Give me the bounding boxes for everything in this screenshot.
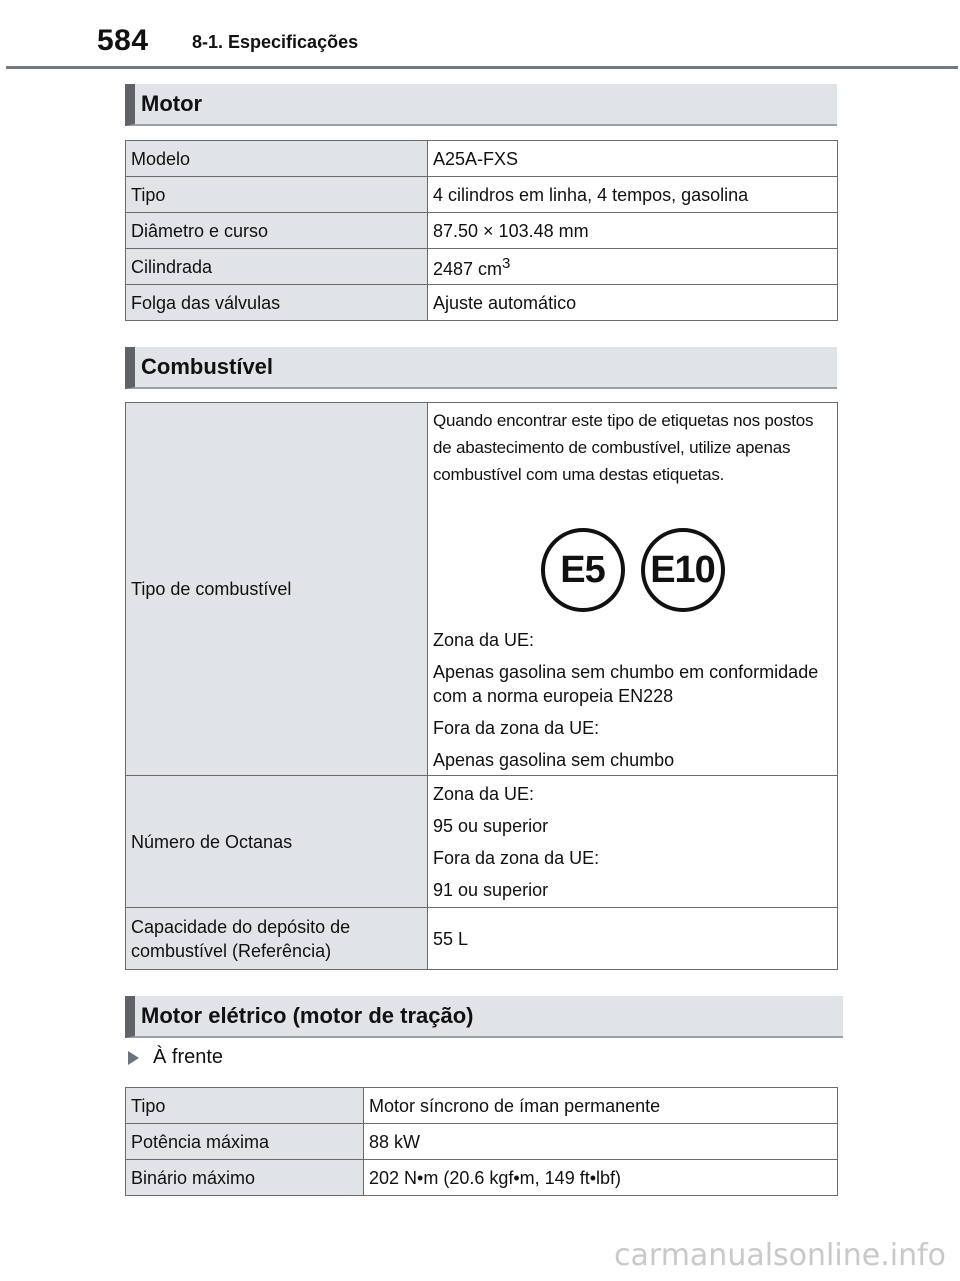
spec-value: 202 N•m (20.6 kgf•m, 149 ft•lbf)	[364, 1160, 838, 1196]
spec-label: Tipo	[126, 1088, 364, 1124]
spec-label: Binário máximo	[126, 1160, 364, 1196]
spec-label: Tipo	[126, 177, 428, 213]
spec-value: 4 cilindros em linha, 4 tempos, gasolina	[428, 177, 838, 213]
page-number: 584	[97, 24, 149, 57]
fuel-line: Apenas gasolina sem chumbo	[433, 750, 675, 770]
table-row	[126, 1088, 838, 1124]
table-row	[126, 1124, 838, 1160]
fuel-line: Zona da UE:	[433, 630, 535, 650]
spec-label: Diâmetro e curso	[126, 213, 428, 249]
section-title-fuel: Combustível	[125, 347, 837, 389]
e10-fuel-badge-icon: E10	[641, 528, 725, 612]
table-row	[126, 908, 838, 970]
spec-label: Potência máxima	[126, 1124, 364, 1160]
chapter-title: 8-1. Especificações	[192, 32, 359, 52]
octane-line: 91 ou superior	[433, 879, 549, 900]
octane-line: Zona da UE:	[433, 783, 535, 804]
spec-value: 87.50 × 103.48 mm	[428, 213, 838, 249]
fuel-badges	[433, 528, 832, 612]
watermark: carmanualsonline.info	[614, 1238, 946, 1273]
fuel-type-label: Tipo de combustível	[126, 403, 428, 776]
spec-label: Cilindrada	[126, 249, 428, 285]
spec-value: Motor síncrono de íman permanente	[364, 1088, 838, 1124]
fuel-spec-table	[125, 402, 838, 970]
triangle-bullet-icon	[128, 1051, 139, 1065]
spec-value: A25A-FXS	[428, 141, 838, 177]
octane-value	[428, 776, 838, 908]
capacity-value: 55 L	[428, 908, 838, 970]
fuel-label-note: Quando encontrar este tipo de etiquetas nos postos de abastecimento de combustível, utilize apenas combustível com uma destas etiquetas.	[433, 411, 814, 484]
fuel-type-value	[428, 403, 838, 776]
fuel-type-lines	[433, 628, 832, 772]
page-header	[0, 0, 960, 72]
table-row	[126, 403, 838, 776]
spec-label: Modelo	[126, 141, 428, 177]
unit-superscript: 3	[502, 255, 511, 272]
capacity-label: Capacidade do depósito de combustível (Referência)	[126, 908, 428, 970]
octane-label: Número de Octanas	[126, 776, 428, 908]
table-row	[126, 177, 838, 213]
table-row	[126, 1160, 838, 1196]
e5-fuel-badge-icon: E5	[541, 528, 625, 612]
spec-value	[428, 249, 838, 285]
table-row	[126, 249, 838, 285]
subheading-front	[128, 1046, 223, 1069]
spec-value: Ajuste automático	[428, 285, 838, 321]
section-title-electric-motor: Motor elétrico (motor de tração)	[125, 996, 843, 1038]
table-row	[126, 285, 838, 321]
subheading-label: À frente	[153, 1046, 224, 1068]
table-row	[126, 213, 838, 249]
octane-line: Fora da zona da UE:	[433, 847, 600, 868]
section-title-motor: Motor	[125, 84, 837, 126]
spec-value: 88 kW	[364, 1124, 838, 1160]
displacement-value: 2487 cm	[433, 259, 503, 279]
electric-motor-spec-table	[125, 1087, 838, 1196]
table-row	[126, 776, 838, 908]
table-row	[126, 141, 838, 177]
fuel-line: Apenas gasolina sem chumbo em conformidade com a norma europeia EN228	[433, 662, 819, 706]
octane-line: 95 ou superior	[433, 815, 549, 836]
fuel-line: Fora da zona da UE:	[433, 718, 600, 738]
spec-label: Folga das válvulas	[126, 285, 428, 321]
motor-spec-table	[125, 140, 838, 321]
header-rule	[6, 66, 958, 69]
